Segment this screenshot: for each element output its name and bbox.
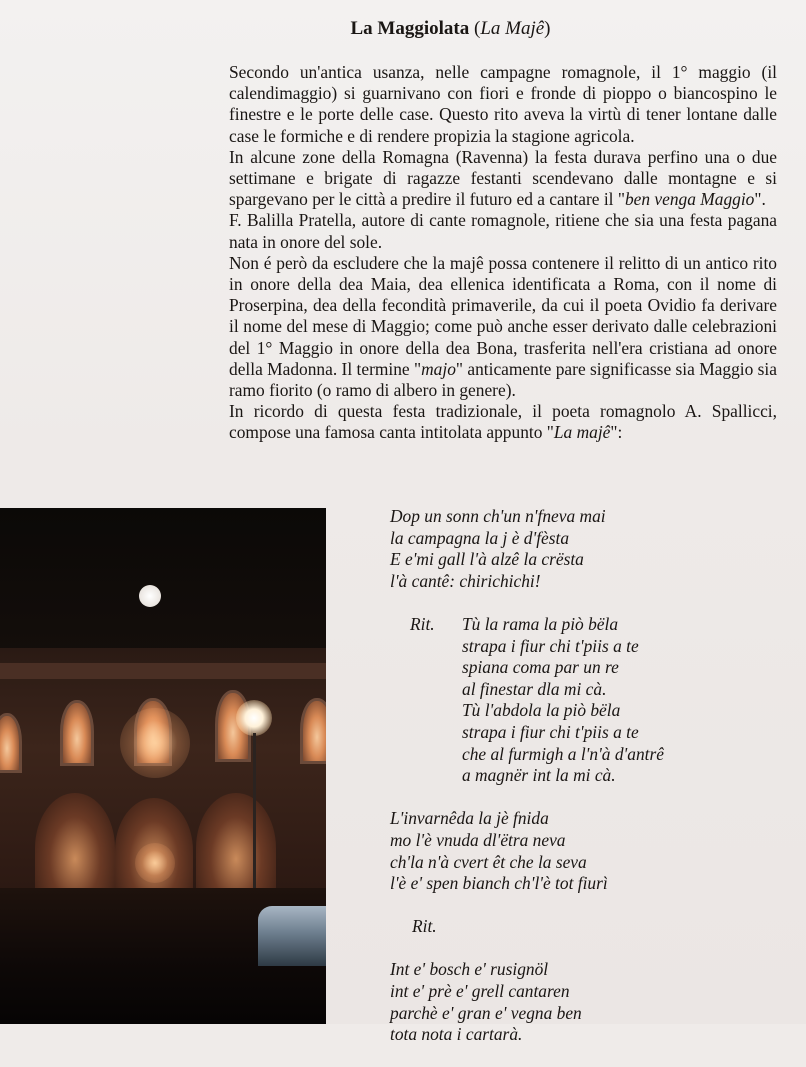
poem-line: L'invarnêda la jè fnida	[390, 808, 549, 829]
poem-line: Tù l'abdola la piò bëla	[462, 700, 621, 721]
poem-line: parchè e' gran e' vegna ben	[390, 1002, 582, 1023]
poem-stanza-2	[390, 808, 790, 894]
poem-line: int e' prè e' grell cantaren	[390, 981, 570, 1002]
street-lamp-icon	[236, 700, 272, 736]
clock-icon	[139, 585, 161, 607]
paragraph-maia-text: Non é però da escludere che la majê possa contenere il relitto di un antico rito in onore della dea Maia, dea ellenica identificata a Roma, con il nome di Proserpina, dea della fecondità primaverile, da cui il poeta Ovidio fa derivare il nome del mese di Maggio; come può anche esser derivato dalle celebrazioni del 1° Maggio in onore della dea Bona, trasferita nell'era cristiana ad onore della Madonna. Il termine "	[229, 252, 777, 379]
poem-line: a magnër int la mi cà.	[462, 765, 616, 786]
page-title	[0, 18, 806, 40]
poem-line: strapa i fiur chi t'piis a te	[462, 635, 639, 656]
photo-window	[60, 700, 94, 766]
poem-line: mo l'è vnuda dl'ëtra neva	[390, 829, 566, 850]
poem-line: ch'la n'à cvert êt che la seva	[390, 851, 587, 872]
night-square-photo	[0, 508, 326, 1024]
poem-line: strapa i fiur chi t'piis a te	[462, 721, 639, 742]
poem-line: la campagna la j è d'fèsta	[390, 527, 570, 548]
paragraph-maia	[229, 253, 777, 401]
paragraph-spallicci-end: ":	[610, 422, 623, 443]
title-subtitle: La Majê	[480, 18, 545, 39]
poem-stanza-1	[390, 506, 790, 592]
refrain-repeat-label: Rit.	[412, 916, 437, 937]
paragraph-ravenna-end: ".	[754, 189, 766, 210]
poem-refrain	[390, 614, 790, 787]
poem-line: spiana coma par un re	[462, 657, 619, 678]
poem-line: l'à cantê: chirichichi!	[390, 570, 541, 591]
article-body	[229, 62, 777, 444]
poem-la-maje	[390, 506, 790, 1067]
paragraph-calendimaggio: Secondo un'antica usanza, nelle campagne romagnole, il 1° maggio (il calendimaggio) si guarnivano con fiori e fronde di pioppo o biancospino le finestre e le porte delle case. Questo rito aveva la virtù di tener lontane dalle case le formiche e di rendere propizia la stagione agricola.	[229, 62, 777, 146]
paragraph-ravenna-quote: ben venga Maggio	[624, 189, 755, 210]
photo-arch	[196, 793, 276, 903]
poem-line: che al furmigh a l'n'à d'antrê	[462, 743, 664, 764]
photo-window	[300, 698, 326, 764]
paragraph-maia-end: " anticamente pare significasse sia Maggio sia ramo fiorito (o ramo di albero in genere).	[229, 358, 777, 401]
paragraph-spallicci-title: La majê	[553, 422, 611, 443]
poem-line: Tù la rama la piò bëla	[462, 613, 619, 634]
poem-line: al finestar dla mi cà.	[462, 678, 607, 699]
photo-cornice	[0, 663, 326, 679]
poem-stanza-3	[390, 959, 790, 1045]
title-main: La Maggiolata	[350, 18, 470, 39]
paragraph-maia-term: majo	[421, 358, 456, 379]
poem-line: l'è e' spen bianch ch'l'è tot fiurì	[390, 873, 608, 894]
title-close-paren: )	[544, 18, 551, 39]
poem-line: Dop un sonn ch'un n'fneva mai	[390, 506, 606, 526]
refrain-label: Rit.	[410, 613, 435, 634]
paragraph-pratella: F. Balilla Pratella, autore di cante romagnole, ritiene che sia una festa pagana nata in onore del sole.	[229, 210, 777, 252]
paragraph-spallicci	[229, 401, 777, 443]
poem-line: Int e' bosch e' rusignöl	[390, 959, 549, 980]
title-open-paren: (	[469, 18, 481, 39]
paragraph-spallicci-text: In ricordo di questa festa tradizionale, il poeta romagnolo A. Spallicci, compose una famosa canta intitolata appunto "	[229, 401, 777, 443]
photo-arch	[35, 793, 115, 903]
photo-night-sky	[0, 508, 326, 658]
photo-light-glow	[135, 843, 175, 883]
poem-line: tota nota i cartarà.	[390, 1024, 523, 1045]
paragraph-ravenna	[229, 147, 777, 211]
poem-line: E e'mi gall l'à alzê la crësta	[390, 549, 584, 570]
photo-light-glow	[120, 708, 190, 778]
photo-car	[258, 906, 326, 966]
paragraph-ravenna-text: In alcune zone della Romagna (Ravenna) la festa durava perfino una o due settimane e brigate di ragazze festanti scendevano dalle montagne e si spargevano per le città a predire il futuro ed a cantare il "	[229, 146, 777, 210]
